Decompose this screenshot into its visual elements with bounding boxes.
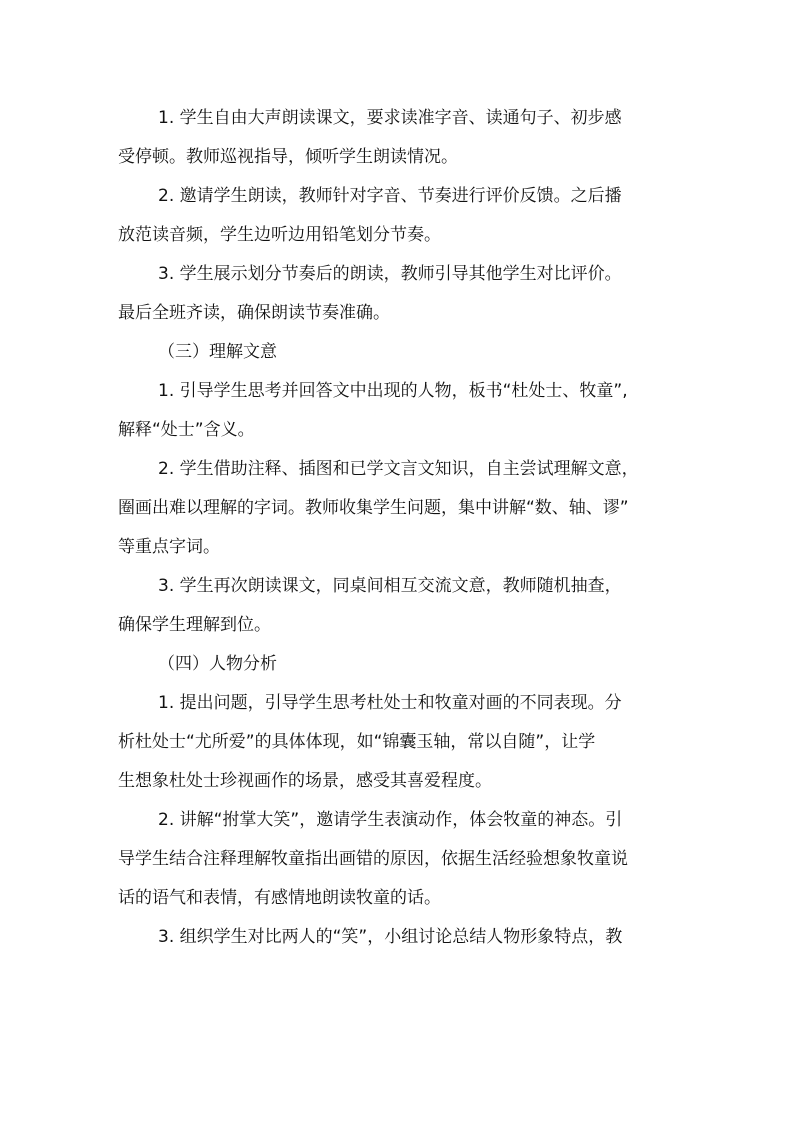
text-line: 话的语气和表情，有感情地朗读牧童的话。 [118, 888, 441, 908]
text-line: 最后全班齐读，确保朗读节奏准确。 [118, 303, 390, 323]
document-body [118, 99, 683, 957]
text-line: （三）理解文意 [158, 342, 277, 362]
text-line: 析杜处士“尤所爱”的具体体现，如“锦囊玉轴，常以自随”，让学 [118, 732, 596, 752]
text-line: 2. 讲解“拊掌大笑”，邀请学生表演动作，体会牧童的神态。引 [158, 810, 623, 830]
text-line: 圈画出难以理解的字词。教师收集学生问题，集中讲解“数、轴、谬” [118, 498, 629, 518]
text-line: 2. 邀请学生朗读，教师针对字音、节奏进行评价反馈。之后播 [158, 186, 622, 206]
text-line: 3. 学生展示划分节奏后的朗读，教师引导其他学生对比评价。 [158, 264, 622, 284]
text-line: 放范读音频，学生边听边用铅笔划分节奏。 [118, 225, 441, 245]
text-line: 3. 组织学生对比两人的“笑”，小组讨论总结人物形象特点，教 [158, 927, 623, 947]
text-line: 1. 引导学生思考并回答文中出现的人物，板书“杜处士、牧童”, [158, 381, 628, 401]
text-line: 确保学生理解到位。 [118, 615, 271, 635]
text-line: 1. 学生自由大声朗读课文，要求读准字音、读通句子、初步感 [158, 108, 622, 128]
text-line: 生想象杜处士珍视画作的场景，感受其喜爱程度。 [118, 771, 492, 791]
text-line: （四）人物分析 [158, 654, 277, 674]
text-line: 导学生结合注释理解牧童指出画错的原因，依据生活经验想象牧童说 [118, 849, 628, 869]
text-line: 3. 学生再次朗读课文，同桌间相互交流文意，教师随机抽查， [158, 576, 622, 596]
text-line: 等重点字词。 [118, 537, 220, 557]
text-line: 解释“处士”含义。 [118, 420, 255, 440]
text-line: 2. 学生借助注释、插图和已学文言文知识，自主尝试理解文意， [158, 459, 639, 479]
text-line: 受停顿。教师巡视指导，倾听学生朗读情况。 [118, 147, 458, 167]
text-line: 1. 提出问题，引导学生思考杜处士和牧童对画的不同表现。分 [158, 693, 622, 713]
